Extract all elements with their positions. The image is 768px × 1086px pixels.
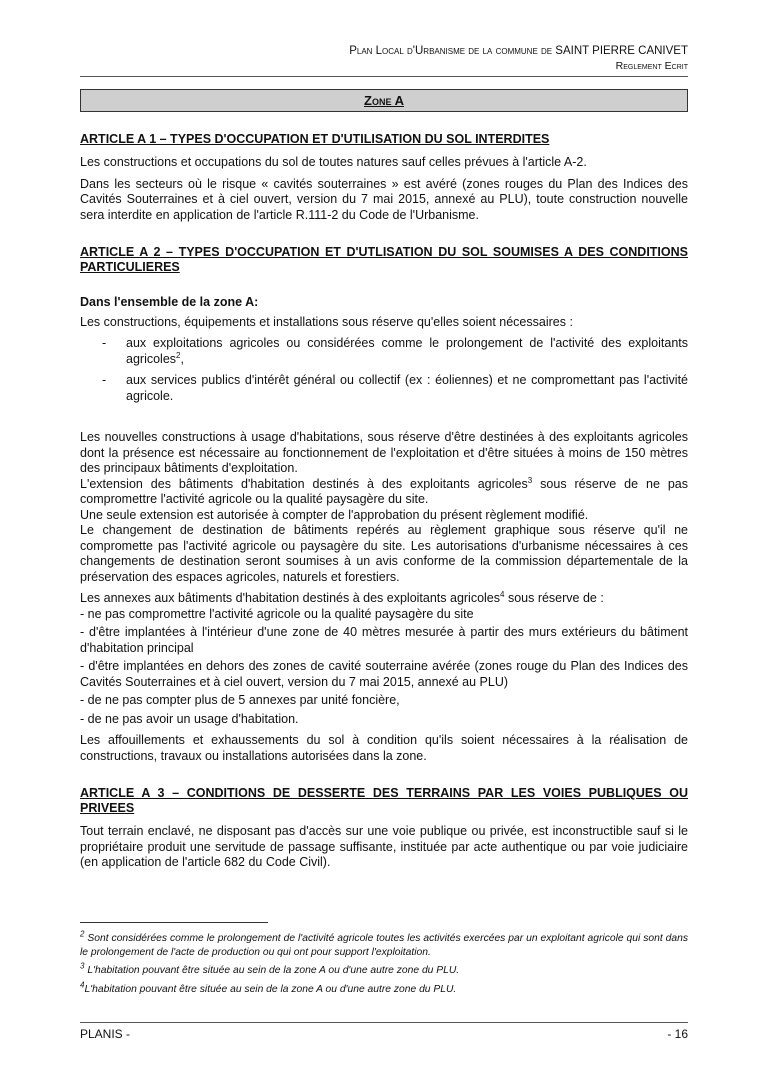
footnote-ref: 4 xyxy=(500,589,505,599)
article-a2-intro: Les constructions, équipements et installations sous réserve qu'elles soient nécessaires : xyxy=(80,314,573,329)
footnote-number: 2 xyxy=(80,929,85,939)
extension-text-end: sous réserve de ne pas compromettre l'activité agricole ou la qualité paysagère du site. xyxy=(80,476,688,506)
extension-text: L'extension des bâtiments d'habitation destinés à des exploitants agricoles xyxy=(80,476,528,491)
annexes-text: Les annexes aux bâtiments d'habitation destinés à des exploitants agricoles xyxy=(80,591,501,605)
header-document-subtitle: Reglement Ecrit xyxy=(615,60,688,72)
zone-title: Zone A xyxy=(80,89,688,112)
changement-destination-paragraph: Le changement de destination de bâtiments repérés au règlement graphique sous réserve qu'il ne compromette pas l'activité agricole ou paysagère du site. Les autorisations d'urbanisme nécessaires à ces changements de destination seront soumises à un avis conforme de la commission départementale de la préservation des espaces agricoles, naturels et forestiers. xyxy=(80,523,688,584)
list-item xyxy=(80,373,688,404)
header-divider xyxy=(80,76,688,77)
affouillements-paragraph: Les affouillements et exhaussements du sol à condition qu'ils soient nécessaires à la réalisation de constructions, travaux ou installations autorisées dans la zone. xyxy=(80,733,688,763)
footnote-ref: 2 xyxy=(176,350,181,360)
footnote-divider xyxy=(80,922,268,923)
article-a2-subtitle: Dans l'ensemble de la zone A: xyxy=(80,295,259,309)
annexes-condition: - de ne pas avoir un usage d'habitation. xyxy=(80,711,299,726)
document-body xyxy=(80,132,688,877)
article-a1-paragraph-2: Dans les secteurs où le risque « cavités souterraines » est avéré (zones rouges du Plan des Indices des Cavités Souterraines et à ciel ouvert, version du 7 mai 2015, annexé au PLU), toute construction nouvelle sera interdite en application de l'article R.111-2 du Code de l'Urbanisme. xyxy=(80,176,688,222)
annexes-paragraph xyxy=(80,591,688,607)
header-document-title: Plan Local d'Urbanisme de la commune de SAINT PIERRE CANIVET xyxy=(349,45,688,57)
footnote xyxy=(80,961,688,978)
footer-left: PLANIS - xyxy=(80,1027,131,1041)
list-item-text: aux exploitations agricoles ou considérées comme le prolongement de l'activité des exploitants agricoles xyxy=(126,336,688,366)
extension-limit: Une seule extension est autorisée à compter de l'approbation du présent règlement modifié. xyxy=(80,507,589,522)
page-footer xyxy=(80,1027,688,1041)
footnote-text: L'habitation pouvant être située au sein de la zone A ou d'une autre zone du PLU. xyxy=(84,983,457,995)
annexes-text-end: sous réserve de : xyxy=(504,591,604,605)
list-item xyxy=(80,336,688,367)
annexes-condition: - ne pas compromettre l'activité agricole ou la qualité paysagère du site xyxy=(80,606,474,621)
annexes-condition: - d'être implantées à l'intérieur d'une zone de 40 mètres mesurée à partir des murs extérieurs du bâtiment d'habitation principal xyxy=(80,625,688,655)
list-item-end: , xyxy=(180,351,184,366)
footer-divider xyxy=(80,1022,688,1023)
habitation-paragraph: Les nouvelles constructions à usage d'habitations, sous réserve d'être destinées à des exploitants agricoles dont la présence est nécessaire au fonctionnement de l'exploitation et d'être situées à moins de 150 mètres des principaux bâtiments d'exploitation. xyxy=(80,430,688,475)
running-header xyxy=(80,44,688,74)
article-a1-title: ARTICLE A 1 – TYPES D'OCCUPATION ET D'UTILISATION DU SOL INTERDITES xyxy=(80,132,550,146)
article-a3-title: ARTICLE A 3 – CONDITIONS DE DESSERTE DES TERRAINS PAR LES VOIES PUBLIQUES OU PRIVEES xyxy=(80,786,688,815)
footnote xyxy=(80,929,688,959)
article-a2-title: ARTICLE A 2 – TYPES D'OCCUPATION ET D'UTLISATION DU SOL SOUMISES A DES CONDITIONS PARTICULIERES xyxy=(80,245,688,274)
footnote-number: 4 xyxy=(80,980,85,990)
extension-paragraph xyxy=(80,477,688,508)
article-a1-paragraph-1: Les constructions et occupations du sol de toutes natures sauf celles prévues à l'article A-2. xyxy=(80,155,587,169)
annexes-condition: - d'être implantées en dehors des zones de cavité souterraine avérée (zones rouge du Plan des Indices des Cavités Souterraines et à ciel ouvert, version du 7 mai 2015, annexé au PLU) xyxy=(80,659,688,689)
article-a2-list xyxy=(80,336,688,404)
footnote-number: 3 xyxy=(80,961,85,971)
footnote-ref: 3 xyxy=(527,475,533,485)
footnote xyxy=(80,980,688,997)
footnotes xyxy=(80,929,688,1001)
annexes-condition: - de ne pas compter plus de 5 annexes par unité foncière, xyxy=(80,693,400,707)
footnote-text: Sont considérées comme le prolongement de l'activité agricole toutes les activités exercées par un exploitant agricole qui sont dans le prolongement de l'acte de production ou qui ont pour support l'exploitation. xyxy=(80,933,688,958)
page-number: - 16 xyxy=(667,1027,688,1041)
footnote-text: L'habitation pouvant être située au sein de la zone A ou d'une autre zone du PLU. xyxy=(84,965,460,976)
list-item-text: aux services publics d'intérêt général ou collectif (ex : éoliennes) et ne compromettant pas l'activité agricole. xyxy=(126,373,688,403)
article-a3-paragraph-1: Tout terrain enclavé, ne disposant pas d'accès sur une voie publique ou privée, est inconstructible sauf si le propriétaire produit une servitude de passage suffisante, instituée par acte authentique ou par voie judiciaire (en application de l'article 682 du Code Civil). xyxy=(80,824,688,869)
